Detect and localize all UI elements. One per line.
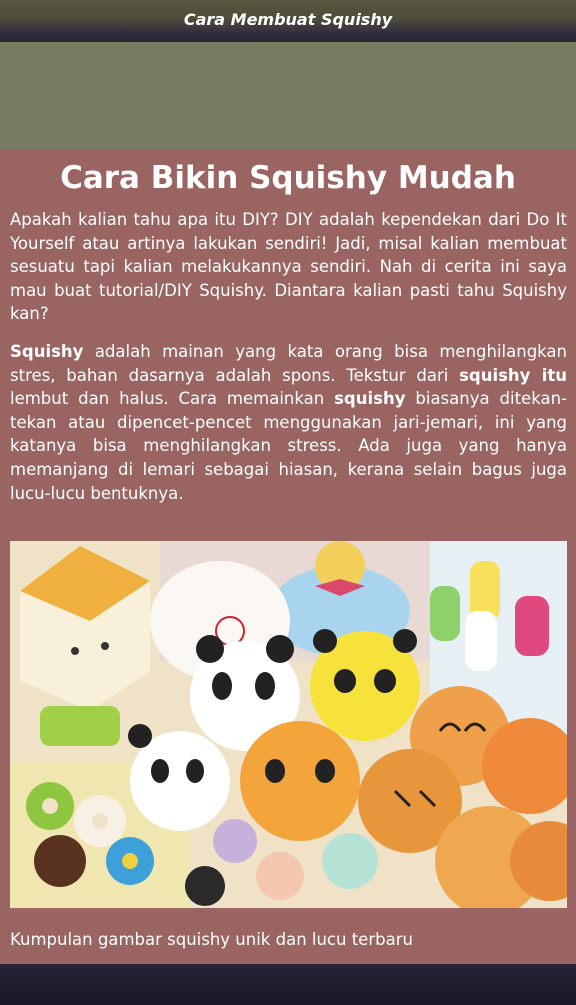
photo-caption: Kumpulan gambar squishy unik dan lucu terbaru [10, 930, 413, 949]
bold-squishy: Squishy [10, 342, 84, 361]
description-paragraph: Squishy adalah mainan yang kata orang bisa menghilangkan stres, bahan dasarnya adalah spons. Tekstur dari squishy itu lembut dan halus. Cara memainkan squishy biasanya ditekan-tekan atau dipencet-pencet menggunakan jari-jemari, ini yang katanya bisa menghilangkan stress. Ada juga yang hanya memanjang di lemari sebagai hiasan, kerana selain bagus juga lucu-lucu bentuknya. [10, 342, 567, 503]
intro-paragraph: Apakah kalian tahu apa itu DIY? DIY adalah kependekan dari Do It Yourself atau artinya lakukan sendiri! Jadi, misal kalian membuat sesuatu tapi kalian melakukannya sendiri. Nah di cerita ini saya mau buat tutorial/DIY Squishy. Diantara kalian pasti tahu Squishy kan? [10, 210, 567, 324]
app-bar [0, 0, 576, 42]
app-title: Cara Membuat Squishy [183, 10, 393, 29]
bold-squishy-itu: squishy itu [459, 365, 567, 385]
article-content [0, 150, 576, 964]
article-heading: Cara Bikin Squishy Mudah [60, 160, 516, 196]
bottom-bar [0, 964, 576, 1005]
ad-banner[interactable] [0, 42, 576, 150]
bold-squishy-2: squishy [334, 389, 406, 409]
squishy-collage-image [10, 541, 567, 908]
